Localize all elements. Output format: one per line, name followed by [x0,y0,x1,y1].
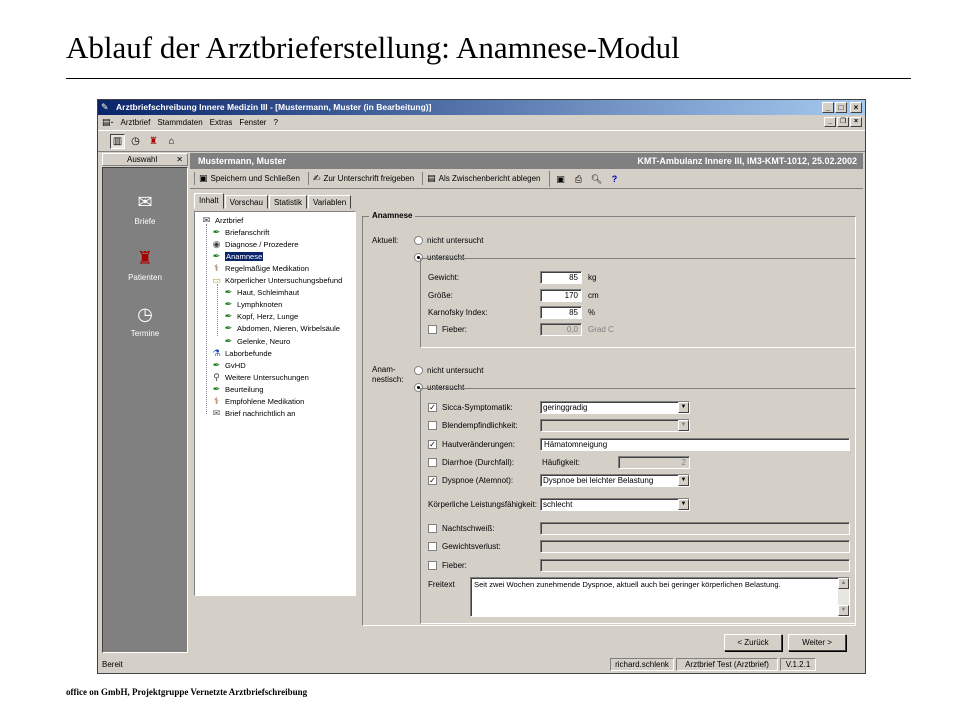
tree-item[interactable] [223,335,290,347]
tab-inhalt[interactable]: Inhalt [194,193,224,209]
dyspnoea-value: Dyspnoe bei leichter Belastung [543,476,654,485]
tab-vorschau[interactable]: Vorschau [225,195,268,209]
free-text-scrollbar[interactable] [838,578,849,616]
mdi-minimize-button[interactable]: _ [824,117,836,127]
save-close-label: Speichern und Schließen [210,174,300,183]
document-area [190,153,863,653]
slide-title: Ablauf der Arztbrieferstellung: Anamnese-Modul [66,30,680,65]
tree-item[interactable] [211,371,309,383]
height-label: Größe: [428,291,453,300]
preview-icon[interactable]: 🔍︎ [590,173,603,184]
sign-icon: ✍ [312,173,321,183]
tree-item[interactable] [211,238,298,250]
nav-letters-label: Briefe [134,217,156,226]
menu-arztbrief[interactable]: Arztbrief [120,117,151,127]
tree-item[interactable] [223,287,299,299]
selection-panel-body [102,167,188,653]
frequency-field[interactable]: 2 [618,456,690,469]
mdi-close-button[interactable]: × [850,117,862,127]
close-button[interactable]: × [850,102,862,113]
dyspnoea-select[interactable] [540,474,690,487]
anamnese-title: Anamnese [369,211,415,220]
aktuell-subgroup [420,258,856,348]
tree-item[interactable] [211,408,296,420]
sicca-select[interactable] [540,401,690,414]
interim-report-label: Als Zwischenbericht ablegen [438,174,541,183]
panel-toggle-icon[interactable]: ▥ [110,134,125,149]
tree-item-label: Lymphknoten [237,300,283,310]
frequency-label: Häufigkeit: [542,458,580,467]
height-field[interactable]: 170 [540,289,582,302]
tree-item-label: Beurteilung [225,384,264,394]
menu-stammdaten[interactable]: Stammdaten [157,117,203,127]
pen-icon: ✒ [224,311,233,322]
status-document: Arztbrief Test (Arztbrief) [676,658,778,671]
lab-icon: ⚗ [212,347,221,358]
selection-panel-title: Auswahl [127,155,158,164]
status-text: Bereit [102,659,123,669]
weight-loss-label: Gewichtsverlust: [442,542,501,551]
tree-item[interactable] [223,323,340,335]
chevron-down-icon[interactable]: ▼ [678,402,689,413]
tree-item[interactable] [223,311,298,323]
status-user: richard.schlenk [610,658,674,671]
interim-report-button[interactable] [422,172,544,185]
pen-icon: ✒ [212,359,221,370]
app-icon: ✎ [101,102,109,112]
sicca-label: Sicca-Symptomatik: [442,403,513,412]
performance-value: schlecht [543,500,573,509]
fever-anam-label: Fieber: [442,561,467,570]
case-info: KMT-Ambulanz Innere III, IM3-KMT-1012, 25.02.2002 [637,156,857,166]
tree-item-label: Weitere Untersuchungen [225,372,309,382]
tree-item-label: Abdomen, Nieren, Wirbelsäule [237,324,340,334]
diarrhoea-checkbox[interactable] [428,458,437,467]
patient-header [190,153,863,169]
window-titlebar[interactable] [98,100,865,115]
menu-help[interactable]: ? [273,117,278,127]
mdi-restore-button[interactable]: ❐ [837,117,849,127]
tree-item-label: Haut, Schleimhaut [237,288,300,298]
pen-icon: ✒ [224,299,233,310]
tree-item-label: Arztbrief [215,215,244,225]
tree-item[interactable] [211,396,304,408]
sicca-checkbox[interactable]: ✓ [429,403,436,412]
tree-item[interactable] [211,226,269,238]
pen-icon: ✒ [224,287,233,298]
selection-panel-header [102,153,188,166]
tree-item[interactable] [211,250,263,262]
slide-footer: office on GmbH, Projektgruppe Vernetzte Arztbriefschreibung [66,687,308,697]
eye-icon: ◉ [212,238,221,249]
tree-item-label: GvHD [225,360,246,370]
karnofsky-label: Karnofsky Index: [428,308,488,317]
clock-icon: ◷ [137,304,153,324]
fever-current-checkbox[interactable] [428,325,437,334]
document-tree [194,211,356,596]
chevron-down-icon[interactable]: ▼ [678,420,689,431]
patient-icon: ♜ [136,248,154,268]
free-text-label: Freitext [428,580,455,589]
pen-icon: ✒ [212,226,221,237]
letter-icon: ✉ [202,214,211,225]
free-text-area[interactable] [470,577,850,617]
nav-letters[interactable] [103,190,187,226]
fever-current-unit: Grad C [588,325,614,334]
anamnese-form [362,211,860,629]
main-toolbar [98,130,865,152]
tree-item-label: Laborbefunde [225,348,272,358]
tree-item-label: Kopf, Herz, Lunge [237,312,299,322]
pen-icon: ✒ [212,383,221,394]
pen-icon: ✒ [224,335,233,346]
fever-current-label: Fieber: [442,325,467,334]
fever-anam-checkbox[interactable] [428,561,437,570]
chevron-down-icon[interactable]: ▼ [678,499,689,510]
nav-appointments-label: Termine [130,329,160,338]
menubar [98,115,865,129]
floppy-icon: ▣ [199,173,208,183]
fever-current-field[interactable]: 0,0 [540,323,582,336]
anam-not-examined-radio[interactable] [414,366,423,375]
fever-anam-field[interactable] [540,559,850,572]
scroll-down-icon[interactable]: ▼ [838,605,849,616]
tree-item-label: Empfohlene Medikation [225,397,305,406]
anam-not-examined-label: nicht untersucht [427,366,484,375]
content-tabs [194,195,352,209]
print-icon[interactable]: ⎙ [574,173,583,184]
aktuell-not-examined-label: nicht untersucht [427,236,484,245]
tree-item[interactable] [211,383,263,395]
pen-icon: ✒ [224,323,233,334]
dyspnoea-label: Dyspnoe (Atemnot): [442,476,514,485]
chevron-down-icon[interactable]: ▼ [678,475,689,486]
tree-connector [206,224,207,414]
patient-name: Mustermann, Muster [198,156,287,166]
karnofsky-field[interactable]: 85 [540,306,582,319]
aktuell-examined-label: untersucht [427,253,465,262]
clock-icon[interactable]: ◷ [131,135,140,147]
tree-item-label: Brief nachrichtlich an [225,409,296,419]
selection-panel [102,153,188,653]
status-version: V.1.2.1 [780,658,816,671]
mail-icon: ✉ [212,408,221,419]
blend-select[interactable] [540,419,690,432]
tab-variablen[interactable]: Variablen [308,195,351,209]
tree-connector [217,284,218,336]
tree-item-label: Gelenke, Neuro [237,336,291,346]
anam-examined-label: untersucht [427,383,465,392]
anamnestisch-label-2: nestisch: [372,375,404,384]
weight-loss-field[interactable] [540,540,850,553]
release-signature-button[interactable] [308,172,418,185]
weight-label: Gewicht: [428,273,460,282]
next-button[interactable]: Weiter > [788,634,846,651]
close-icon[interactable]: ✕ [176,155,183,164]
performance-label: Körperliche Leistungsfähigkeit: [428,500,537,509]
tree-item-label: Briefanschrift [225,227,270,237]
back-button[interactable]: < Zurück [724,634,782,651]
weight-unit: kg [588,273,597,282]
performance-select[interactable] [540,498,690,511]
home-icon[interactable]: ⌂ [168,135,175,147]
scroll-up-icon[interactable]: ▲ [838,578,849,589]
blend-checkbox[interactable] [428,421,437,430]
night-sweats-label: Nachtschweiß: [442,524,495,533]
menu-extras[interactable]: Extras [209,117,233,127]
skin-changes-checkbox[interactable]: ✓ [429,440,436,449]
night-sweats-field[interactable] [540,522,850,535]
skin-changes-label: Hautveränderungen: [442,440,515,449]
maximize-button[interactable]: □ [835,102,847,113]
minimize-button[interactable]: _ [822,102,834,113]
release-signature-label: Zur Unterschrift freigeben [323,174,415,183]
folder-icon: ▭ [212,275,221,285]
tree-item[interactable] [211,262,309,274]
night-sweats-checkbox[interactable] [428,524,437,533]
diarrhoea-label: Diarrhoe (Durchfall): [442,458,515,467]
tree-item[interactable] [201,214,243,226]
weight-loss-checkbox[interactable] [428,542,437,551]
tree-item-label: Diagnose / Prozedere [225,239,299,249]
skin-changes-field[interactable]: Hämatomneigung [540,438,850,451]
anamnestisch-label-1: Anam- [372,365,396,374]
status-bar [98,656,865,672]
tab-statistik[interactable]: Statistik [269,195,307,209]
karnofsky-unit: % [588,308,596,317]
magnifier-icon: ⚲ [213,371,220,382]
free-text-value: Seit zwei Wochen zunehmende Dyspnoe, aktuell auch bei geringer körperlichen Belastung. [474,580,781,589]
archive-icon: ▤ [427,173,436,183]
sicca-value: geringgradig [543,403,588,412]
nav-patients-label: Patienten [128,273,162,282]
pen-icon: ✒ [212,250,221,261]
tree-item[interactable] [223,299,282,311]
pills-icon: ⚕ [214,396,219,406]
tree-item[interactable] [211,347,272,359]
nav-patients[interactable] [103,246,187,282]
aktuell-label: Aktuell: [372,236,399,245]
pills-icon: ⚕ [214,262,219,273]
weight-field[interactable]: 85 [540,271,582,284]
aktuell-not-examined-radio[interactable] [414,236,423,245]
save-icon[interactable]: ▣ [556,173,565,184]
tree-item[interactable] [211,275,342,287]
dyspnoea-checkbox[interactable]: ✓ [429,476,436,485]
patient-icon[interactable]: ♜ [149,135,158,147]
nav-appointments[interactable] [103,302,187,338]
window-title: Arztbriefschreibung Innere Medizin III - [Mustermann, Muster (in Bearbeitung)] [116,102,432,112]
tree-item-label: Anamnese [226,251,263,261]
letters-icon: ✉ [137,192,153,212]
blend-label: Blendempfindlichkeit: [442,421,518,430]
tree-item-label: Regelmäßige Medikation [225,263,309,273]
action-toolbar [190,169,863,189]
quick-buttons [549,171,626,187]
title-divider [66,78,911,79]
menu-fenster[interactable]: Fenster [239,117,267,127]
help-button[interactable]: ? [611,173,618,184]
document-menu-icon[interactable]: ▤- [102,116,114,127]
tree-item[interactable] [211,359,246,371]
app-window [97,99,866,674]
height-unit: cm [588,291,599,300]
save-close-button[interactable] [194,172,304,185]
tree-item-label: Körperlicher Untersuchungsbefund [225,276,343,285]
